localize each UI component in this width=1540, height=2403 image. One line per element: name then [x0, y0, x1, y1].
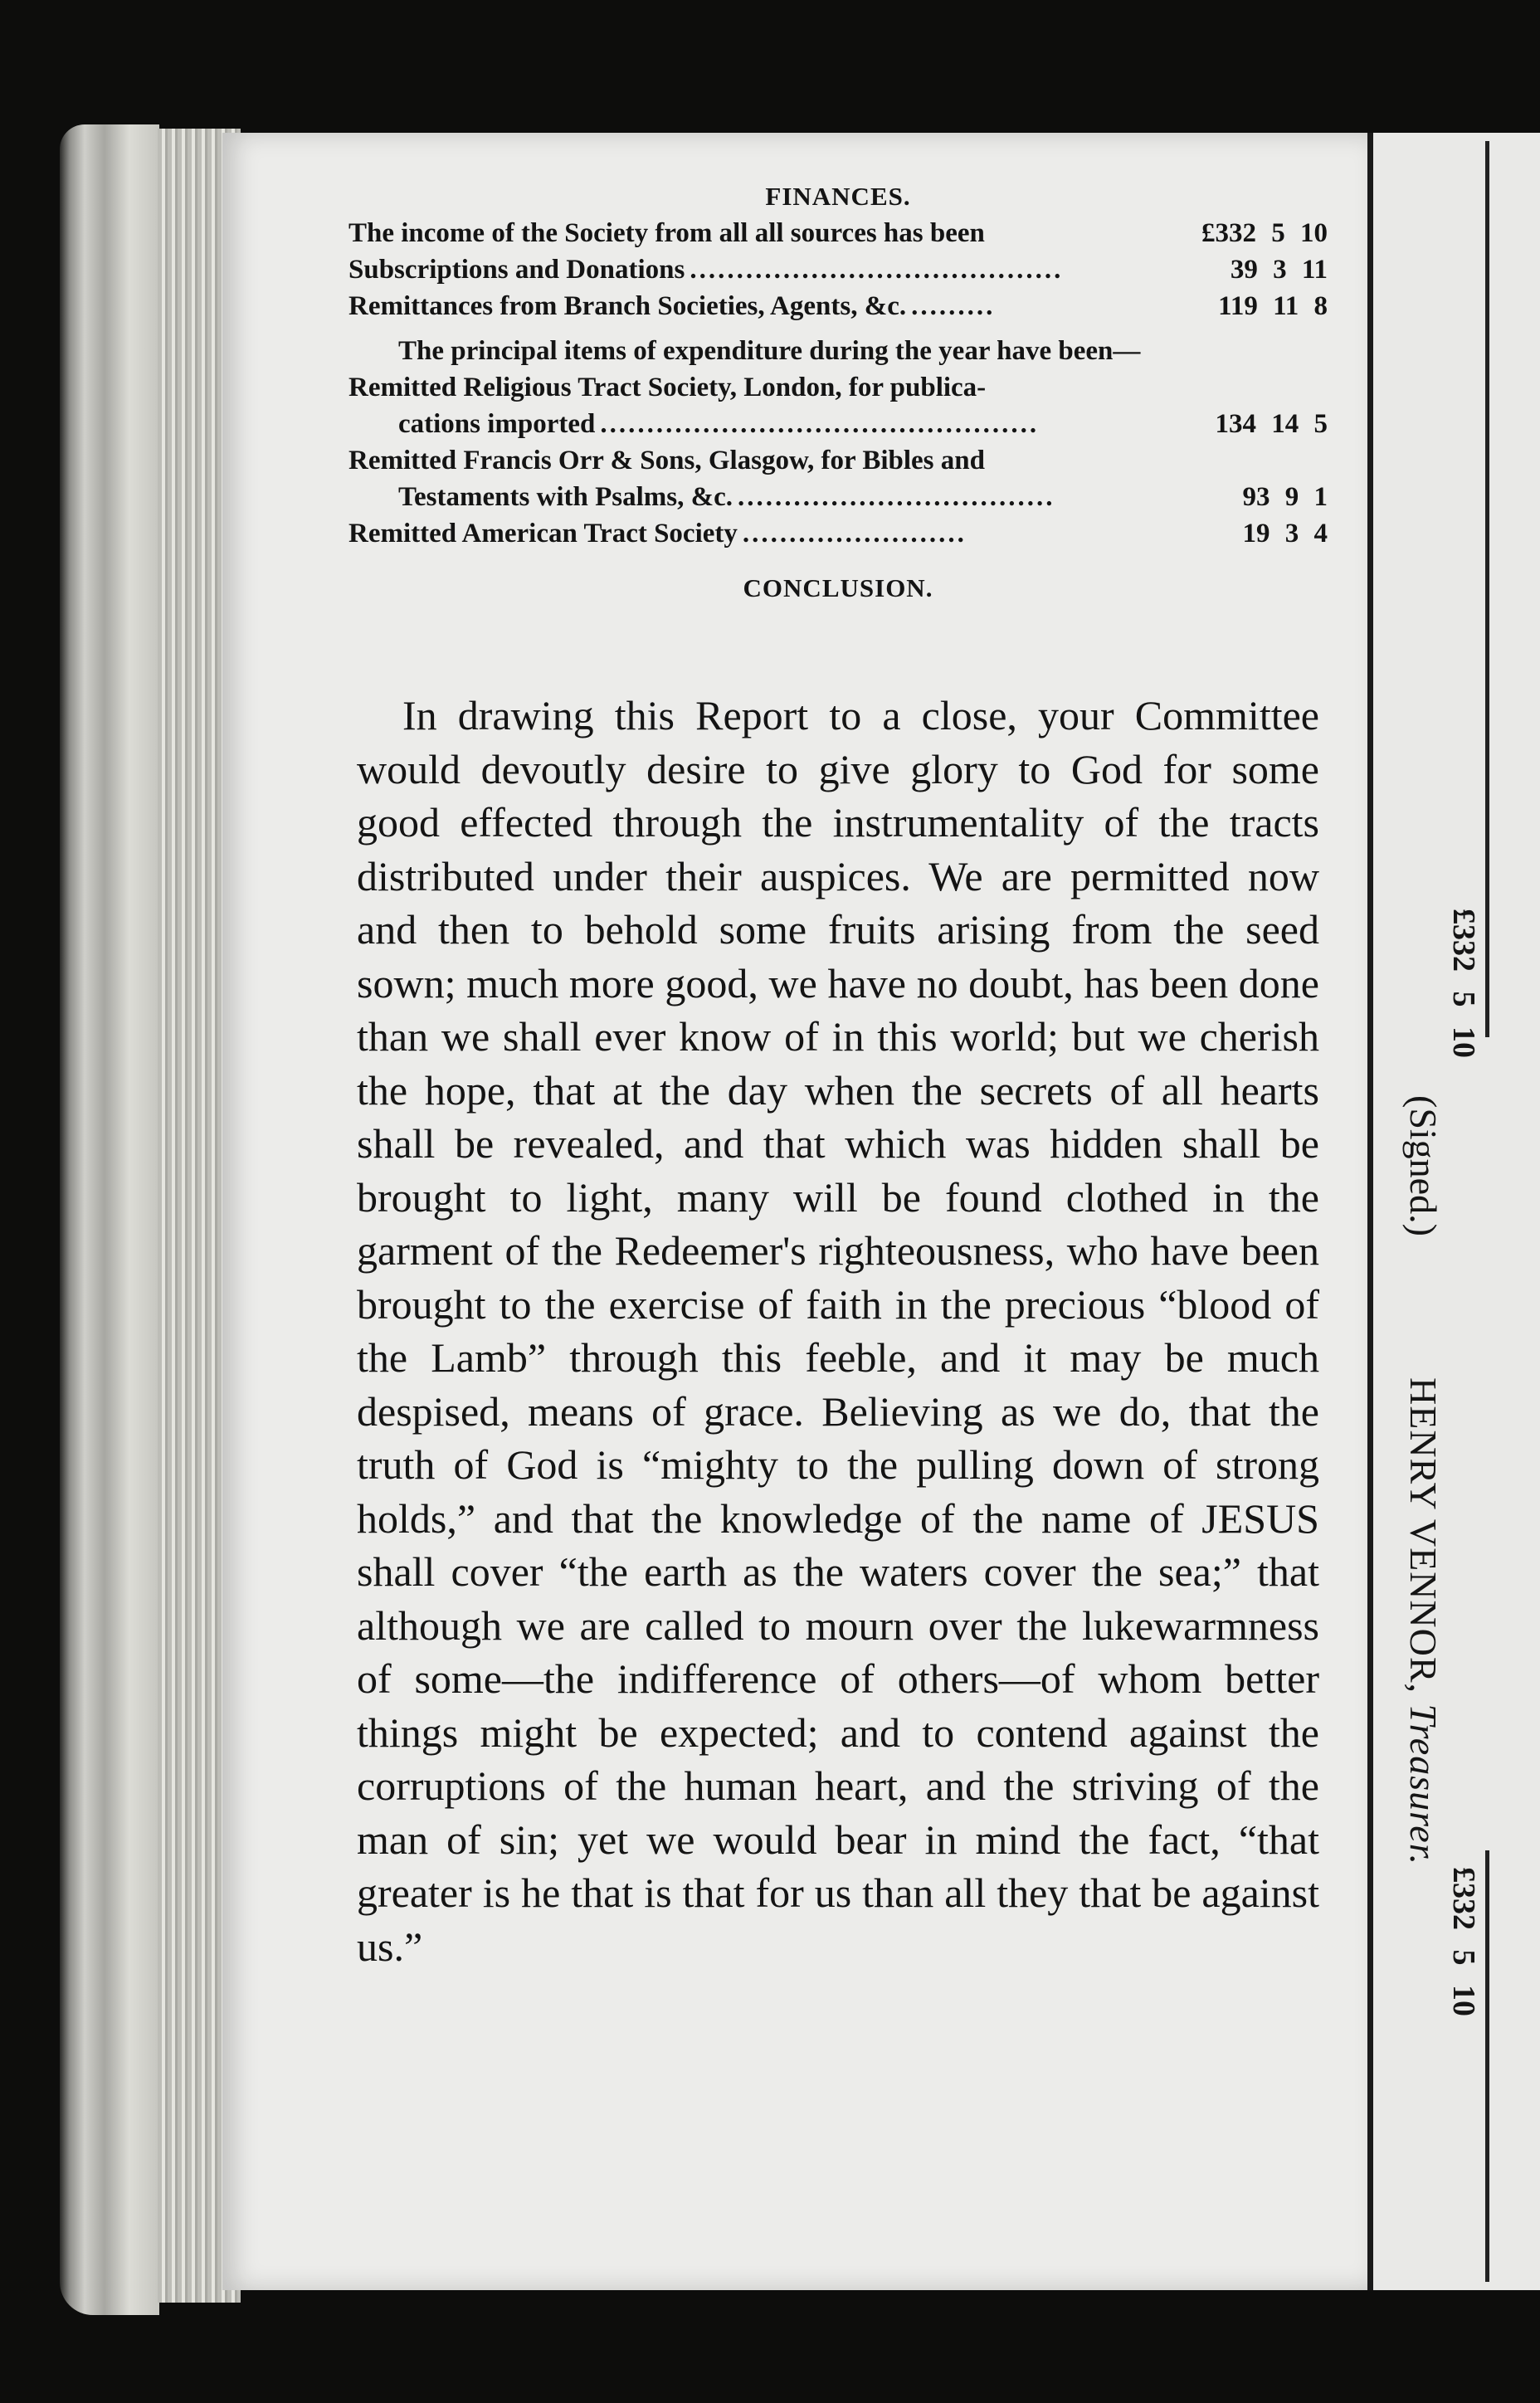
finance-row: [348, 251, 1328, 288]
leader-dots: .........: [911, 291, 996, 321]
leader-dots: ...............................................: [600, 409, 1040, 439]
finance-amount: 39 3 11: [1230, 255, 1328, 285]
leader-dots: ........................................: [690, 255, 1064, 285]
finances-heading: FINANCES.: [765, 182, 911, 211]
signature-line: [1401, 1377, 1445, 1865]
expenditure-label-line1: Remitted Francis Orr & Sons, Glasgow, for Bibles and: [348, 446, 985, 475]
finance-amount: £332 5 10: [1201, 218, 1328, 248]
finance-row: [348, 215, 1328, 251]
finance-label: The income of the Society from all all sources has been: [348, 218, 985, 248]
expenditure-label-line2: Testaments with Psalms, &c.: [398, 482, 733, 512]
expenditure-item: [348, 369, 1328, 442]
book-cover-edge: [60, 124, 159, 2315]
conclusion-paragraph: In drawing this Report to a close, your Committee would devoutly desire to give glory to God for some good effected through the instrumentality of the tracts distributed under their auspices. We are permitted now and then to behold some fruits arising from the seed sown; much more good, we have no doubt, has been done than we shall ever know of in this world; but we cherish the hope, that at the day when the secrets of all hearts shall be revealed, and that which was hidden shall be brought to light, many will be found clothed in the garment of the Redeemer's righteousness, who have been brought to the exercise of faith in the precious “blood of the Lamb” through this feeble, and it may be much despised, means of grace. Believing as we do, that the truth of God is “mighty to the pulling down of strong holds,” and that the knowledge of the name of JESUS shall cover “the earth as the waters cover the sea;” that although we are called to mourn over the lukewarmness of some—the indifference of others—of whom better things might be expected; and to contend against the corruptions of the human heart, and the striving of the man of sin; yet we would bear in mind the fact, “that greater is he that is that for us than all they that be against us.”: [357, 692, 1319, 1970]
signatory-role: Treasurer.: [1402, 1704, 1445, 1866]
expenditure-amount: 19 3 4: [1242, 519, 1328, 548]
facing-amount-bottom: £332 5 10: [1446, 1867, 1481, 2016]
conclusion-text-block: [357, 689, 1319, 1973]
finance-row: [348, 288, 1328, 324]
expenditure-row: [348, 406, 1328, 442]
expenditure-row: [348, 515, 1328, 552]
finance-label: Remittances from Branch Societies, Agents, &c.: [348, 291, 907, 321]
expenditure-intro: The principal items of expenditure during the year have been—: [398, 336, 1141, 366]
signed-label: (Signed.): [1402, 1095, 1445, 1236]
expenditure-label-line2: cations imported: [398, 409, 596, 439]
finances-section: [348, 178, 1328, 607]
leader-dots: ........................: [742, 519, 967, 548]
expenditure-item: [348, 442, 1328, 515]
expenditure-amount: 134 14 5: [1215, 409, 1328, 439]
conclusion-heading: CONCLUSION.: [743, 573, 933, 602]
facing-amount-top: £332 5 10: [1446, 909, 1481, 1058]
expenditure-row: [348, 479, 1328, 515]
finance-amount: 119 11 8: [1218, 291, 1328, 321]
leader-dots: ..................................: [738, 482, 1055, 512]
finance-label: Subscriptions and Donations: [348, 255, 685, 285]
rule-bottom: [1485, 1850, 1489, 2282]
rule-top: [1485, 141, 1489, 1037]
expenditure-label-line1: Remitted Religious Tract Society, London, for publica-: [348, 373, 987, 402]
signatory-name: HENRY VENNOR,: [1402, 1377, 1445, 1694]
expenditure-label-line1: Remitted American Tract Society: [348, 519, 738, 548]
expenditure-amount: 93 9 1: [1242, 482, 1328, 512]
